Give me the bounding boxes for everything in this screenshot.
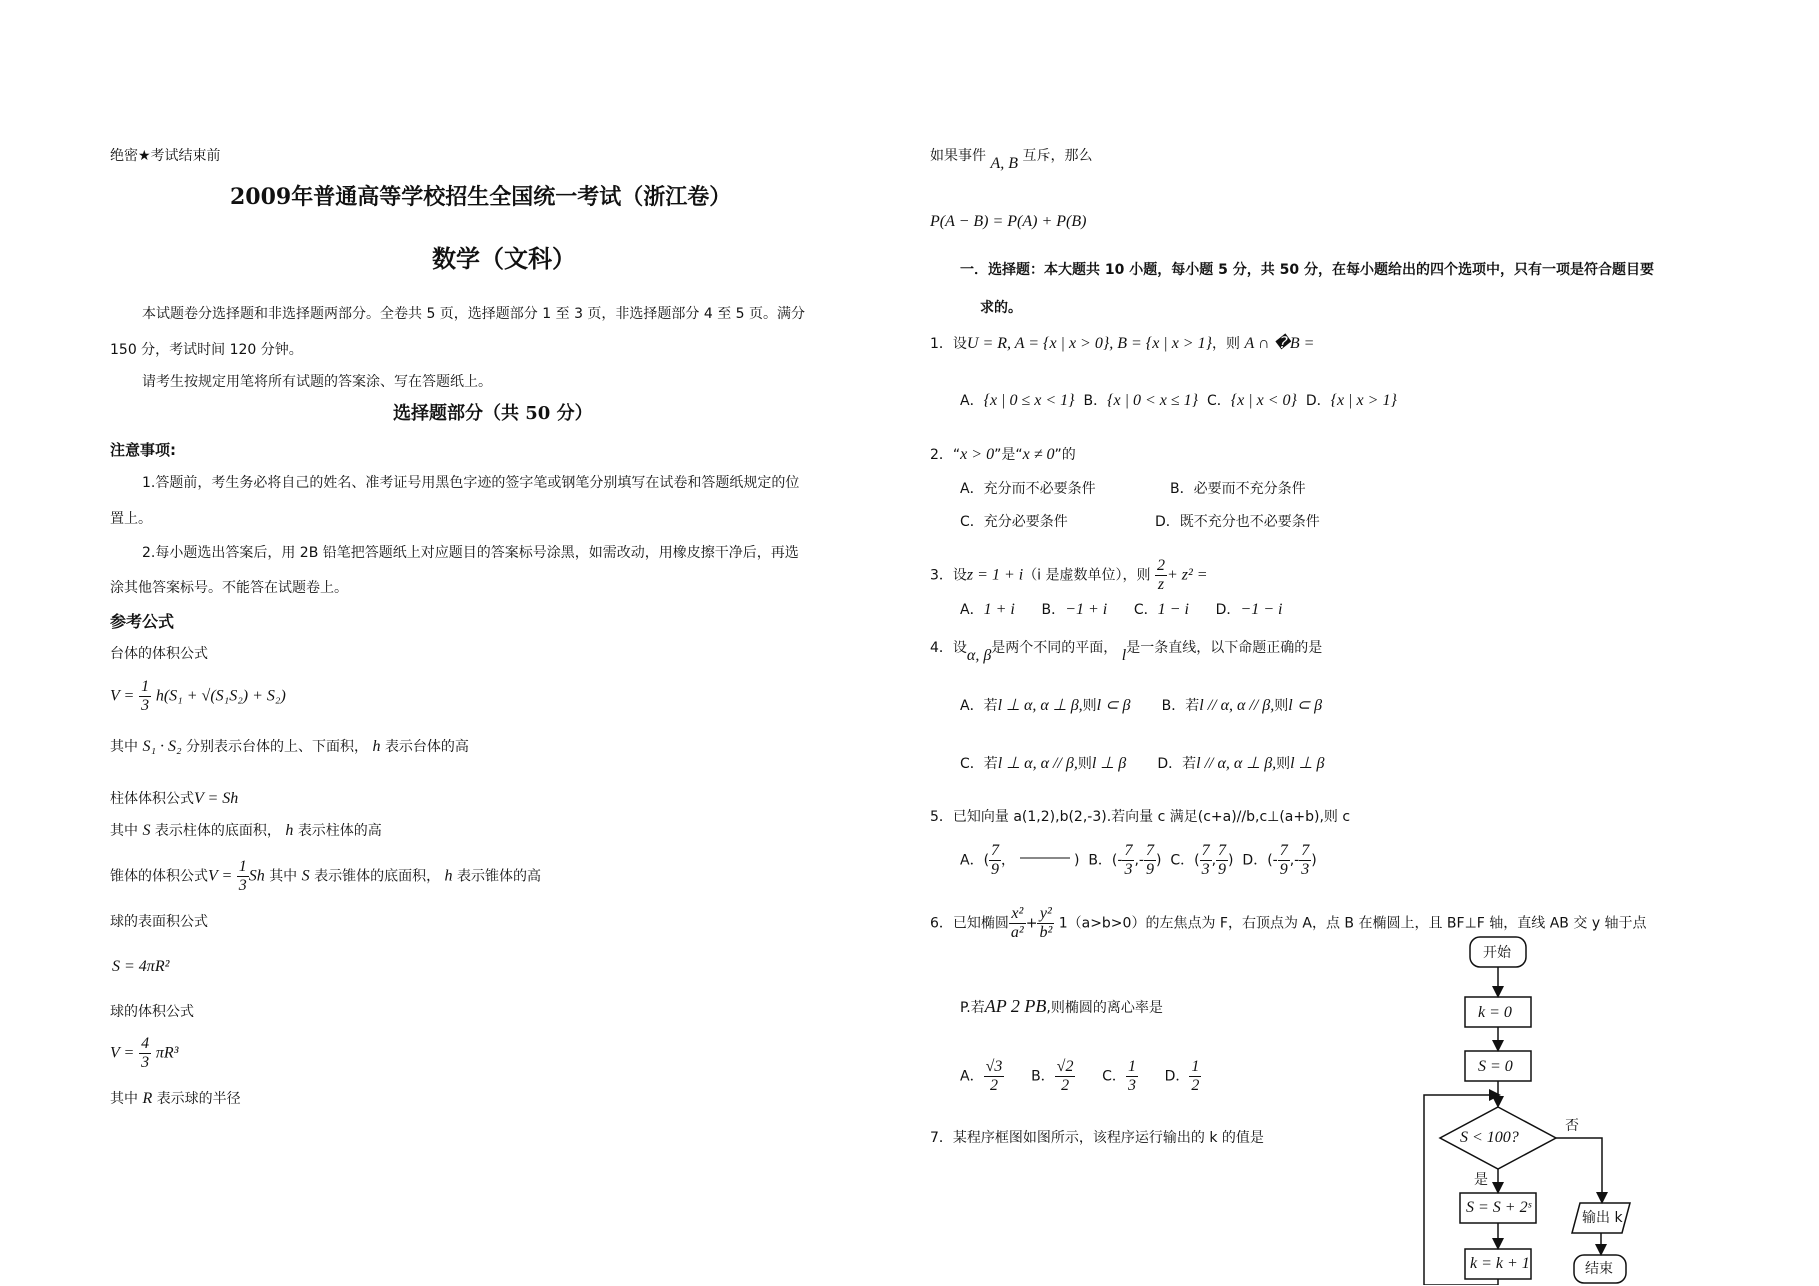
cone-line: 锥体的体积公式V = $\frac{1}{3}$ Sh 其中 S 表示锥体的底面积， h 表示锥体的高 <box>110 858 541 894</box>
flow-yes-label: 是 <box>1474 1172 1488 1188</box>
flow-k-update-label: k = k + 1 <box>1470 1255 1530 1272</box>
sphere-area-formula: S = 4πR² <box>112 958 170 975</box>
prism-line: 柱体体积公式V = Sh <box>110 790 239 807</box>
flow-k0-label: k = 0 <box>1478 1004 1512 1021</box>
notice-1b: 置上。 <box>110 511 152 527</box>
q2-option-a: A．充分而不必要条件 <box>960 481 1096 497</box>
frustum-label: 台体的体积公式 <box>110 646 208 662</box>
q4-options-cd: C．若l ⊥ α, α // β,则l ⊥ β D．若l // α, α ⊥ β,则l ⊥ β <box>960 755 1325 772</box>
event-line: 如果事件 A, B 互斥，那么 <box>930 148 1093 172</box>
sphere-vol-formula: V = $\frac{4}{3}$ πR³ <box>110 1035 179 1071</box>
frustum-formula: V = $\frac{1}{3}$ h(S₁ + √(S₁S₂) + S₂) <box>110 678 286 714</box>
exam-subtitle: 数学（文科） <box>432 244 576 273</box>
question-4: 4．设α, β是两个不同的平面， l是一条直线，以下命题正确的是 <box>930 640 1323 664</box>
question-5: 5．已知向量 a(1,2),b(2,-3).若向量 c 满足(c+a)//b,c⊥(a+b),则 c <box>930 809 1351 825</box>
question-3: 3．设z = 1 + i（i 是虚数单位），则 $\frac{2}{z}$ + z² = <box>930 557 1208 593</box>
question-2: 2．“x > 0”是“x ≠ 0”的 <box>930 446 1076 463</box>
notice-2b: 涂其他答案标号。不能答在试题卷上。 <box>110 580 348 596</box>
exam-title: 2009年普通高等学校招生全国统一考试（浙江卷） <box>230 184 732 210</box>
q2-option-b: B．必要而不充分条件 <box>1170 481 1306 497</box>
intro-line-1: 本试题卷分选择题和非选择题两部分。全卷共 5 页，选择题部分 1 至 3 页，非选择题部分 4 至 5 页。满分 <box>142 306 806 322</box>
flow-s-update-label: S = S + 2ˢ <box>1466 1199 1531 1216</box>
sphere-area-label: 球的表面积公式 <box>110 914 208 930</box>
flow-no-label: 否 <box>1565 1118 1579 1134</box>
notice-1a: 1.答题前，考生务必将自己的姓名、准考证号用黑色字迹的签字笔或钢笔分别填写在试卷和答题纸规定的位 <box>142 475 800 491</box>
question-6-line2: P.若AP 2 PB,则椭圆的离心率是 <box>960 996 1163 1016</box>
q3-options: A．1 + i B．−1 + i C．1 − i D．−1 − i <box>960 601 1283 618</box>
flow-condition-label: S < 100? <box>1460 1129 1519 1146</box>
q2-option-d: D．既不充分也不必要条件 <box>1155 514 1320 530</box>
radius-note: 其中 R 表示球的半径 <box>110 1090 241 1107</box>
q4-options-ab: A．若l ⊥ α, α ⊥ β,则l ⊂ β B．若l // α, α // β,则l ⊂ β <box>960 697 1323 714</box>
flow-output-label: 输出 k <box>1582 1210 1623 1226</box>
q5-options: A．( $\frac{7}{9}$ ， ) B．(- $\frac{7}{3}$ ,- $\frac{7}{9}$ ) C．( $\frac{7}{3}$ , $\frac{7}{9}$ ) D．(- $\frac{7}{9}$ ,- $\frac{7}{3}$ ) <box>960 842 1317 878</box>
smudge-mark <box>1020 857 1070 865</box>
flow-start-label: 开始 <box>1483 945 1511 961</box>
prism-note: 其中 S 表示柱体的底面积， h 表示柱体的高 <box>110 822 382 839</box>
section-title: 选择题部分（共 50 分） <box>393 403 593 424</box>
q6-options: A． $\frac{√3}{2}$ B． $\frac{√2}{2}$ C． $\frac{1}{3}$ D． $\frac{1}{2}$ <box>960 1058 1200 1094</box>
notice-heading: 注意事项: <box>110 441 176 459</box>
question-1: 1．设U = R, A = {x | x > 0}, B = {x | x > 1}，则 A ∩ �B = <box>930 335 1315 352</box>
flow-s0-label: S = 0 <box>1478 1058 1513 1075</box>
reference-heading: 参考公式 <box>110 612 175 631</box>
one-third-fraction: $\frac{1}{3}$ <box>141 678 150 714</box>
flowchart <box>1410 935 1640 1285</box>
flow-end-label: 结束 <box>1585 1261 1613 1277</box>
choice-heading-2: 求的。 <box>980 300 1022 316</box>
q1-options: A．{x | 0 ≤ x < 1} B．{x | 0 < x ≤ 1} C．{x | x < 0} D．{x | x > 1} <box>960 392 1397 409</box>
intro-line-3: 请考生按规定用笔将所有试题的答案涂、写在答题纸上。 <box>142 374 492 390</box>
sphere-vol-label: 球的体积公式 <box>110 1004 194 1020</box>
question-7: 7．某程序框图如图所示，该程序运行输出的 k 的值是 <box>930 1130 1264 1146</box>
intro-line-2: 150 分，考试时间 120 分钟。 <box>110 342 303 358</box>
secret-label: 绝密★考试结束前 <box>110 148 221 164</box>
question-6: 6．已知椭圆 $\frac{\text{x²}}{\text{a²}}$ + $\frac{\text{y²}}{\text{b²}}$ 1（a>b>0）的左焦点为 F，右顶点为 A，点 B 在椭圆上，且 BF⊥F 轴，直线 AB 交 y 轴于点 <box>930 905 1647 941</box>
frustum-note: 其中 S₁ · S₂ 分别表示台体的上、下面积， h 表示台体的高 <box>110 738 469 755</box>
event-formula: P(A − B) = P(A) + P(B) <box>930 213 1087 230</box>
notice-2a: 2.每小题选出答案后，用 2B 铅笔把答题纸上对应题目的答案标号涂黑，如需改动，用橡皮擦干净后，再选 <box>142 545 799 561</box>
q2-option-c: C．充分必要条件 <box>960 514 1068 530</box>
choice-heading-1: 一．选择题：本大题共 10 小题，每小题 5 分，共 50 分，在每小题给出的四个选项中，只有一项是符合题目要 <box>960 262 1654 278</box>
